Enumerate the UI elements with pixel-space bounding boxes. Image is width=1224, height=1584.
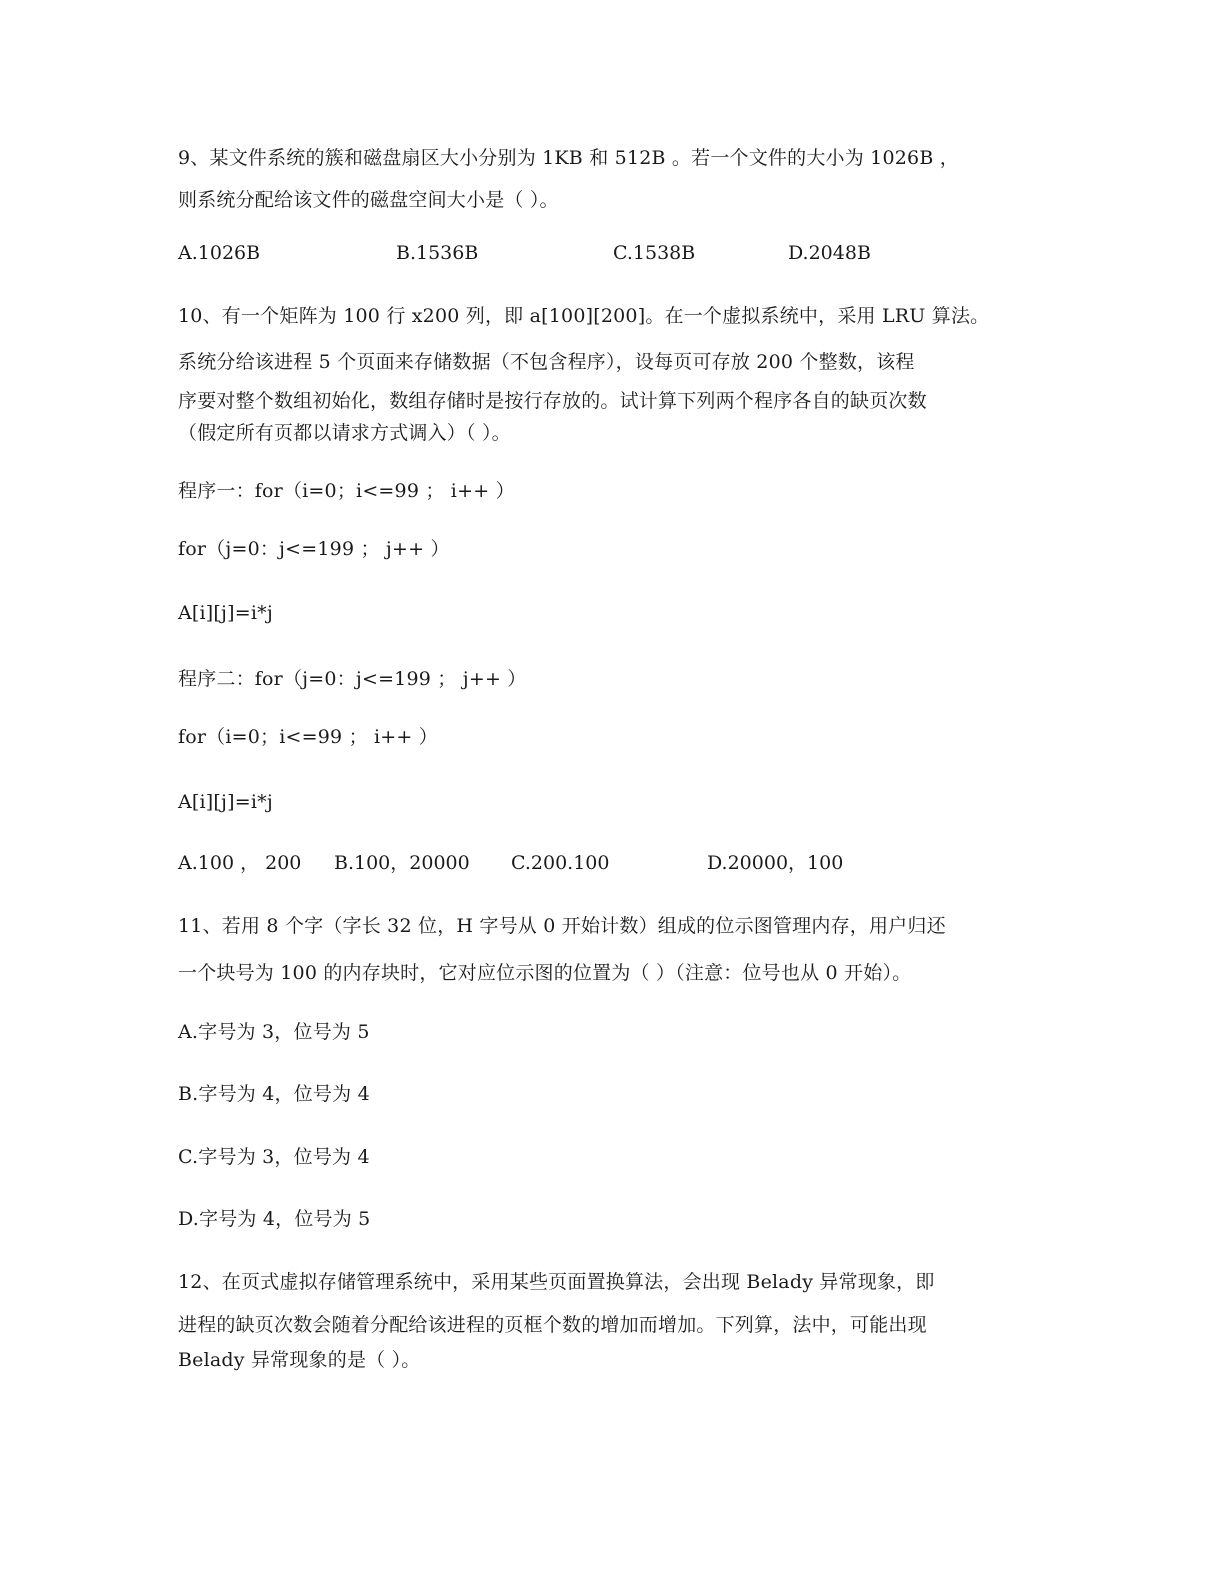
q9-line-1: 9、某文件系统的簇和磁盘扇区大小分别为 1KB 和 512B 。若一个文件的大小为 1026B ， bbox=[178, 147, 959, 169]
q10-option-a: A.100 ， 200 bbox=[178, 852, 302, 874]
q11-option-b: B.字号为 4，位号为 4 bbox=[178, 1083, 370, 1105]
q11-option-a: A.字号为 3，位号为 5 bbox=[178, 1021, 370, 1043]
q9-line-2: 则系统分配给该文件的磁盘空间大小是（ ）。 bbox=[178, 189, 559, 211]
q12-line-3: Belady 异常现象的是（ ）。 bbox=[178, 1349, 421, 1371]
q9-option-a: A.1026B bbox=[178, 242, 261, 264]
q11-line-2: 一个块号为 100 的内存块时，它对应位示图的位置为（ ）（注意：位号也从 0 开始）。 bbox=[178, 962, 912, 984]
q10-option-d: D.20000，100 bbox=[707, 852, 844, 874]
q10-line-4: （假定所有页都以请求方式调入）（ ）。 bbox=[178, 422, 511, 444]
program-2-inner-loop: for（i=0；i<=99 ； i++ ） bbox=[178, 726, 438, 748]
q9-option-c: C.1538B bbox=[613, 242, 696, 264]
q10-option-b: B.100，20000 bbox=[334, 852, 470, 874]
q12-line-2: 进程的缺页次数会随着分配给该进程的页框个数的增加而增加。下列算，法中，可能出现 bbox=[178, 1314, 927, 1336]
q11-option-d: D.字号为 4，位号为 5 bbox=[178, 1208, 371, 1230]
q10-line-1: 10、有一个矩阵为 100 行 x200 列，即 a[100][200]。在一个虚拟系统中，采用 LRU 算法。 bbox=[178, 305, 990, 327]
q11-line-1: 11、若用 8 个字（字长 32 位，H 字号从 0 开始计数）组成的位示图管理内存，用户归还 bbox=[178, 915, 946, 937]
q9-option-b: B.1536B bbox=[396, 242, 479, 264]
q10-line-3: 序要对整个数组初始化，数组存储时是按行存放的。试计算下列两个程序各自的缺页次数 bbox=[178, 390, 927, 412]
q10-line-2: 系统分给该进程 5 个页面来存储数据（不包含程序），设每页可存放 200 个整数，该程 bbox=[178, 351, 915, 373]
program-1-inner-loop: for（j=0：j<=199 ； j++ ） bbox=[178, 538, 450, 560]
q9-option-d: D.2048B bbox=[788, 242, 871, 264]
program-2-assignment: A[i][j]=i*j bbox=[178, 791, 273, 813]
q12-line-1: 12、在页式虚拟存储管理系统中，采用某些页面置换算法，会出现 Belady 异常现象，即 bbox=[178, 1271, 935, 1293]
q11-option-c: C.字号为 3，位号为 4 bbox=[178, 1146, 370, 1168]
program-1-assignment: A[i][j]=i*j bbox=[178, 602, 273, 624]
q10-option-c: C.200.100 bbox=[511, 852, 610, 874]
program-1-outer-loop: 程序一：for（i=0；i<=99 ； i++ ） bbox=[178, 480, 515, 502]
program-2-outer-loop: 程序二：for（j=0：j<=199 ； j++ ） bbox=[178, 668, 527, 690]
